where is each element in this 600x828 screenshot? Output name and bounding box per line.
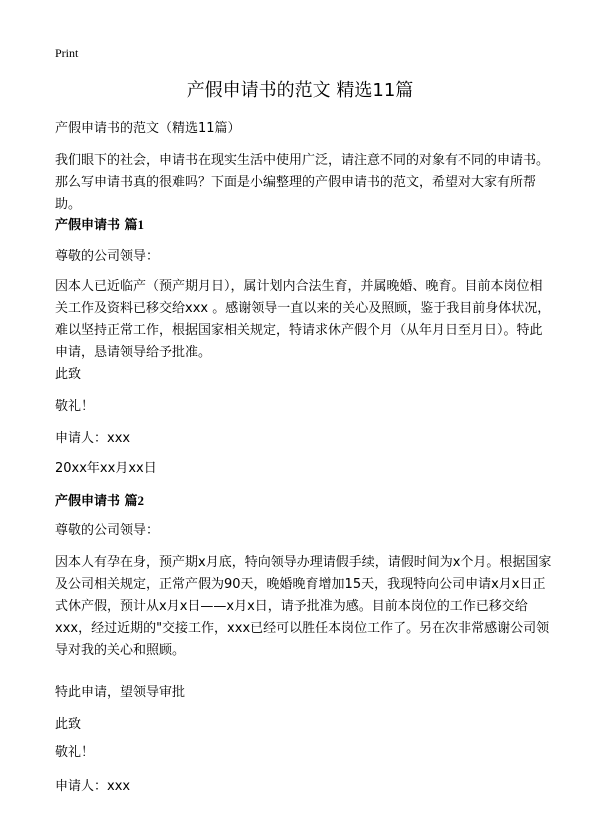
section-2-salute: 敬礼！ <box>55 745 95 760</box>
section-1-salute: 敬礼！ <box>55 399 95 414</box>
section-2-heading-text: 产假申请书 篇 <box>55 494 138 509</box>
section-1-heading <box>55 214 555 237</box>
section-1-salutation: 尊敬的公司领导： <box>55 249 160 264</box>
section-1-date: 20xx年xx月xx日 <box>55 461 157 476</box>
section-2-request: 特此申请，望领导审批 <box>55 685 186 700</box>
section-2-signature: 申请人：xxx <box>55 779 131 794</box>
section-1-body: 因本人已近临产（预产期月日），属计划内合法生育，并属晚婚、晚育。目前本岗位相关工作及资料已移交给xxx 。感谢领导一直以来的关心及照顾，鉴于我目前身体状况，难以坚持正常工作，根据国家相关规定，特请求休产假个月（从年月日至月日）。特此申请，恳请领导给予批准。 <box>55 279 551 360</box>
section-2-heading <box>55 490 555 513</box>
section-2-number: 2 <box>137 493 145 508</box>
section-1-heading-text: 产假申请书 篇 <box>55 218 138 233</box>
page-title: 产假申请书的范文 精选11篇 <box>186 80 414 101</box>
section-2-body: 因本人有孕在身，预产期x月底，特向领导办理请假手续，请假时间为x个月。根据国家及公司相关规定，正常产假为90天，晚婚晚育增加15天，我现特向公司申请x月x日正式休产假，预计从x月x日——x月x日，请予批准为感。目前本岗位的工作已移交给xxx，经过近期的"交接工作，xxx已经可以胜任本岗位工作了。另在次非常感谢公司领导对我的关心和照顾。 <box>55 555 552 658</box>
section-2-salutation: 尊敬的公司领导： <box>55 523 160 538</box>
section-1-number: 1 <box>137 217 145 232</box>
intro-paragraph: 我们眼下的社会，申请书在现实生活中使用广泛，请注意不同的对象有不同的申请书。那么写申请书真的很难吗？下面是小编整理的产假申请书的范文，希望对大家有所帮助。 <box>55 153 550 212</box>
document-subtitle: 产假申请书的范文（精选11篇） <box>55 121 241 136</box>
section-1-closing: 此致 <box>55 367 82 382</box>
print-link[interactable]: Print <box>55 46 79 60</box>
section-2-closing: 此致 <box>55 717 82 732</box>
section-1-signature: 申请人：xxx <box>55 431 131 446</box>
